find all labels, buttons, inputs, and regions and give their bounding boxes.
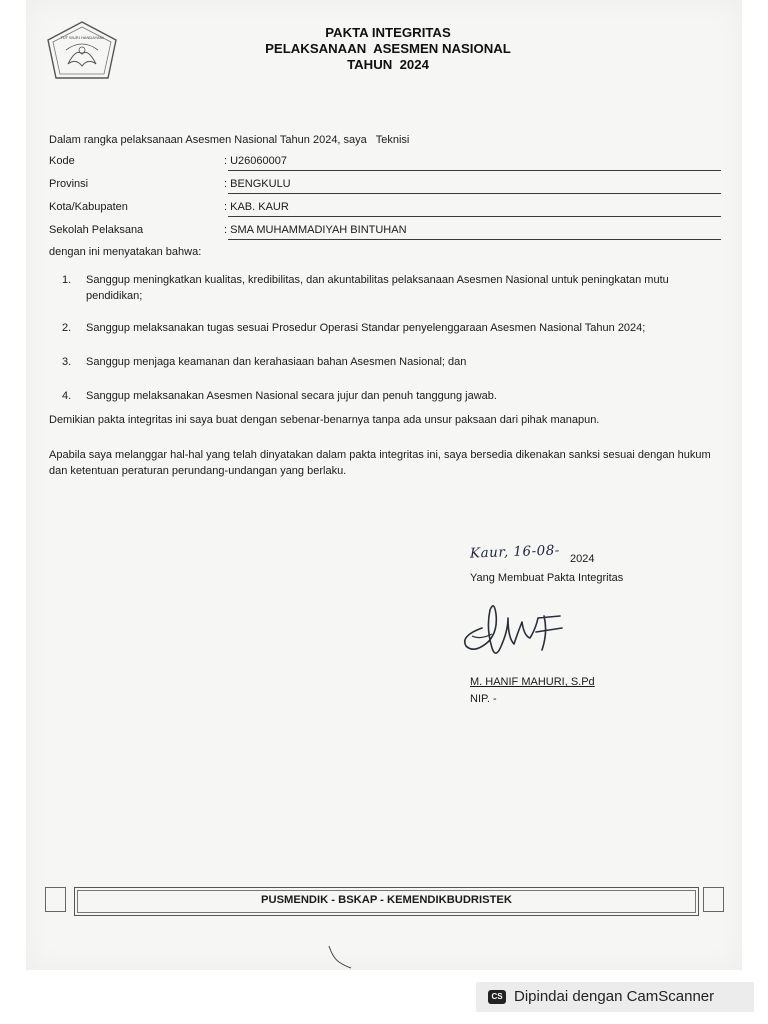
- camscanner-label: Dipindai dengan CamScanner: [514, 988, 715, 1005]
- item-number: 4.: [62, 390, 72, 402]
- field-value-sekolah: : SMA MUHAMMADIYAH BINTUHAN: [224, 224, 407, 236]
- field-label-kode: Kode: [49, 155, 75, 167]
- field-value-provinsi: : BENGKULU: [224, 178, 291, 190]
- closing-paragraph-1: Demikian pakta integritas ini saya buat dengan sebenar-benarnya tanpa ada unsur paksaan dari pihak manapun.: [49, 414, 600, 426]
- closing-paragraph-2: Apabila saya melanggar hal-hal yang telah dinyatakan dalam pakta integritas ini, saya bersedia dikenakan sanksi sesuai dengan hukum dan ketentuan peraturan perundang-undangan yang berlaku.: [49, 449, 711, 477]
- item-number: 2.: [62, 322, 72, 334]
- field-label-sekolah: Sekolah Pelaksana: [49, 224, 144, 236]
- item-text: Sanggup meningkatkan kualitas, kredibilitas, dan akuntabilitas pelaksanaan Asesmen Nasional untuk peningkatan mutu pendidikan;: [86, 274, 669, 302]
- statement-intro: dengan ini menyatakan bahwa:: [49, 246, 202, 258]
- signature-caption: Yang Membuat Pakta Integritas: [470, 572, 624, 584]
- field-underline: [228, 239, 721, 240]
- footer-banner: [74, 887, 699, 916]
- field-underline: [228, 216, 721, 217]
- item-text: Sanggup melaksanakan Asesmen Nasional secara jujur dan penuh tanggung jawab.: [86, 390, 497, 402]
- field-value-kode: : U26060007: [224, 155, 287, 167]
- handwritten-place-date: Kaur, 16-08-: [469, 542, 561, 562]
- signer-name: M. HANIF MAHURI, S.Pd: [470, 676, 595, 688]
- item-number: 1.: [62, 274, 72, 286]
- item-text: Sanggup menjaga keamanan dan kerahasiaan bahan Asesmen Nasional; dan: [86, 356, 467, 368]
- field-value-kota: : KAB. KAUR: [224, 201, 289, 213]
- item-number: 3.: [62, 356, 72, 368]
- signer-nip: NIP. -: [470, 693, 497, 705]
- title-line-1: PAKTA INTEGRITAS: [325, 25, 451, 40]
- field-underline: [228, 193, 721, 194]
- title-line-2: PELAKSANAAN ASESMEN NASIONAL: [265, 41, 511, 56]
- signature-year: 2024: [570, 553, 595, 565]
- camscanner-icon: CS: [488, 990, 506, 1004]
- logo-text: TUT WURI HANDAYANI: [60, 35, 104, 40]
- camscanner-watermark: [476, 982, 754, 1012]
- handwritten-signature: [452, 588, 592, 668]
- corner-box-right: [703, 887, 724, 912]
- field-label-provinsi: Provinsi: [49, 178, 89, 190]
- field-underline: [228, 170, 721, 171]
- footer-text: PUSMENDIK - BSKAP - KEMENDIKBUDRISTEK: [261, 894, 512, 906]
- intro-text: Dalam rangka pelaksanaan Asesmen Nasional Tahun 2024, saya Teknisi: [49, 134, 410, 146]
- pen-mark: [325, 944, 355, 970]
- corner-box-left: [45, 887, 66, 912]
- document-title: [0, 25, 768, 73]
- field-label-kota: Kota/Kabupaten: [49, 201, 128, 213]
- item-text: Sanggup melaksanakan tugas sesuai Prosedur Operasi Standar penyelenggaraan Asesmen Nasional Tahun 2024;: [86, 322, 646, 334]
- title-line-3: TAHUN 2024: [347, 57, 429, 72]
